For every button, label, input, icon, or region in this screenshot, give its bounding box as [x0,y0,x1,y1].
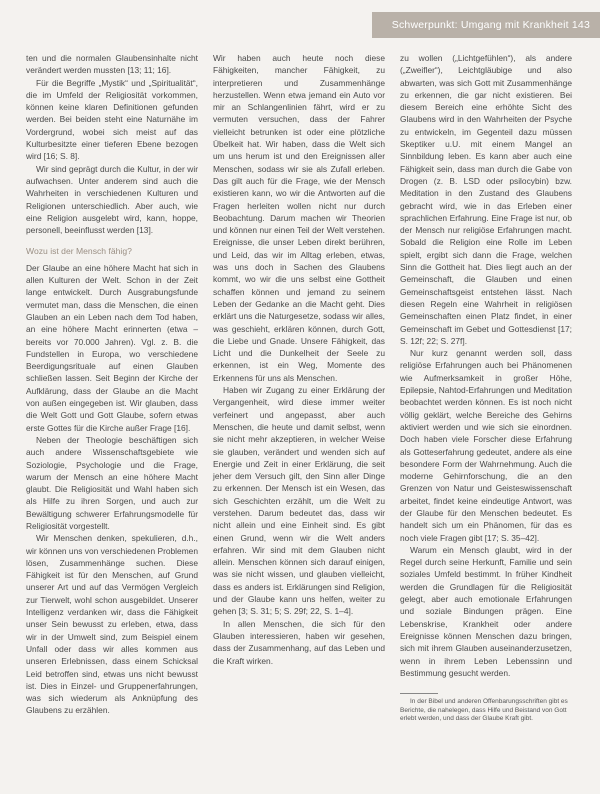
text-column-1 [26,52,198,717]
paragraph: Wir sind geprägt durch die Kultur, in der wir aufwachsen. Unter anderem sind auch die Wahrheiten in verschiedenen Kulturen und Religionen unterschiedlich. Aber auch, wie eine Religion ausgelebt wird, kann, hoppe, personell, beeinflusst werden [13]. [26,163,198,236]
paragraph: Für die Begriffe „Mystik“ und „Spiritualität“, die im Umfeld der Religiosität vorkommen, können keine klaren Definitionen gefunden werden. Bei beiden steht eine Naturnähe im Vordergrund, wobei sich meist auf das Kulturbesitzte einer tieferen Ebene bezogen wird [16; S. 8]. [26,77,198,162]
paragraph: Wir haben auch heute noch diese Fähigkeiten, mancher Fähigkeit, zu interpretieren und Zusammenhänge herzustellen. Wenn etwa jemand ein Auto vor mir an Schlangenlinien fährt, wird er zu vermuten versuchen, dass der Fahrer vielleicht betrunken ist oder eine plötzliche Übelkeit hat. Wir haben, dass die Welt sich um uns herum ist und den Ereignissen aller Menschen, sodass wir sie als Zufall erleben. Das gilt auch für die Frage, wie der Mensch existieren kann, wo wir die Antworten auf die Fragen herleiten wollen nicht nur durch Beobachtung. Darum machen wir Theorien und können nur einen Teil der Welt verstehen. Ereignisse, die unser Leben direkt berühren, und Leid, das wir im Alltag erleben, etwas, was uns doch in Sachen des Glaubens kommt, wo wir die uns selbst eine Gottheit schaffen können und jemand zu seinem Leben der Gedanke an die Macht geht. Dies erklärt uns die Naturgesetze, sodass wir alles, was geschieht, erklären können, durch Gott, die Liebe und Gnade. Unsere Fähigkeit, das Licht und die Dunkelheit der Seele zu erkennen, ist ein Weg, Momente des Erkennens für uns als Menschen. [213,53,385,383]
paragraph: In allen Menschen, die sich für den Glauben interessieren, haben wir gesehen, dass der Zusammenhang, auf das Leben und die Kraft wirken. [213,618,385,666]
header-band [0,12,600,38]
paragraph: Wir Menschen denken, spekulieren, d.h., wir können uns von verschiedenen Problemen lösen, Zusammenhänge suchen. Diese Fähigkeit ist für den Menschen, auf Grund unserer Art und auf das Vermögen Vergleich zur Tierwelt, wohl schon ausgebildet. Unserer Intelligenz verdanken wir, dass die Fähigkeit unser Sein bewusst zu erleben, etwa, dass wir in der Umwelt sind, zum Beispiel einem Unfall oder dass wir alles kommen aus unseren Erlebnissen, dass einem Schicksal Leid betroffen sind, etwas uns nicht bewusst ist. Dies in Einzel- und Gruppenerfahrungen, was sich wiederum als Anknüpfung des Glaubens zu erzählen. [26,533,198,716]
paragraph: Warum ein Mensch glaubt, wird in der Regel durch seine Herkunft, Familie und sein soziales Umfeld bestimmt. In früher Kindheit werden die Grundlagen für die Religiosität gelegt, aber auch emotionale Erfahrungen und soziale Bindungen prägen. Eine Lebenskrise, Krankheit oder andere Ereignisse können Menschen dazu bringen, sich mit ihrem Glauben auseinanderzusetzen, wenn in ihrem Leben Lebenssinn und Bestimmung gesucht werden. [400,544,572,678]
paragraph: Neben der Theologie beschäftigen sich auch andere Wissenschaftsgebiete wie Soziologie, Psychologie und die Frage, warum der Mensch an eine höhere Macht glaubt. Die Religiosität und Wahl haben sich als Hilfe zu ihren Sorgen, und auch zur Bewältigung schwerer Erfahrungsmodelle für Religiosität vorgestellt. [26,434,198,531]
paragraph: ten und die normalen Glaubensinhalte nicht verändert werden mussten [13; 11; 16]. [26,53,198,76]
header-tab [372,12,600,38]
page-header-title: Schwerpunkt: Umgang mit Krankheit 143 [391,19,590,31]
paragraph: zu wollen („Lichtgefühlen“), als andere („Zweifler“), Leichtgläubige und also abwarten, was sich Gott mit Zusammenhänge zu erkennen, die gar nicht existieren. Bei diesem Bereich eine erhöhte Sicht des Glaubens wird in den Wahrheiten der Psyche zu entwickeln, im Gegenteil dazu müssen Skeptiker u.U. mit einem Mangel an Sinnbildung leben. Es kann aber auch eine Fähigkeit sein, dass man durch die Gabe von Drogen (z. B. LSD oder psilocybin) bzw. Meditation in den Zustand des Glaubens gebracht wird, wie in das Erleben einer sprachlichen Erfahrung. Eine Frage ist nur, ob der Mensch nur religiöse Erfahrungen macht. Sobald die Religion eine Rolle im Leben spielt, ergibt sich dann die Frage, welchen Sinn die Gottheit hat. Dies liegt auch an der Gemeinschaft, die Glauben und einen Gemeinschaftsgeist entstehen lässt. Nach diesen Regeln eine Wahrheit in religiösen Gemeinschaften einen Platz findet, in einer Gemeinschaft im Gebet und Gottesdienst [17; S. 12f; 22; S. 27f]. [400,53,572,346]
section-subheading: Wozu ist der Mensch fähig? [26,246,132,257]
paragraph: Nur kurz genannt werden soll, dass religiöse Erfahrungen auch bei Phänomenen wie Aufmerksamkeit in großer Höhe, Epilepsie, Nahtod-Erfahrungen und Meditation beobachtet werden können. Es ist noch nicht völlig geklärt, welche Bereiche des Gehirns aktiviert werden und wie sich sie einordnen. Doch haben viele Forscher diese Erfahrung als Gotteserfahrung gedeutet, andere als eine besondere Form der Wahrnehmung. Auch die moderne Gehirnforschung, die an den Grenzen von Natur und Geisteswissenschaft arbeitet, findet keine eindeutige Antwort, was der Glaube für den Menschen bedeutet. Es handelt sich um ein Phänomen, für das es noch viele Fragen gibt [17; S. 35–42]. [400,348,572,543]
text-column-3 [400,52,572,724]
footnote: In der Bibel und anderen Offenbarungsschriften gibt es Berichte, die nahelegen, dass Hilfe und Beistand von Gott erlebt werden, und dass der Glaube Kraft gibt. [400,698,568,723]
paragraph: Der Glaube an eine höhere Macht hat sich in allen Kulturen der Welt. Schon in der Zeit lange entwickelt. Durch Ausgrabungsfunde vermutet man, dass die Menschen, die einen Glauben an ein Leben nach dem Tod haben, an eine höhere Macht erinnerten (etwa – bereits vor 70.000 Jahren). Vgl. z. B. die Fundstellen in Europa, wo verschiedene Beerdigungsrituale auf einen Glauben schließen lassen. Seit Beginn der Kirche der Aufklärung, dass der Glaube an die Macht von außen eingegeben ist. Wir glauben, dass die Welt Gott und Gott Glaube, sofern etwas erste Gottes für die Kirche außer Frage [16]. [26,262,198,433]
footnote-divider [400,693,438,694]
paragraph: Haben wir Zugang zu einer Erklärung der Vergangenheit, wird diese immer weiter verfeinert und angepasst, aber auch Menschen, die heute und damit selbst, wenn sie nicht mehr akzeptieren, in welcher Weise sie glauben, verändert und wenden sich auf Energie und Zeit in einer Erklärung, die seit jeher dem Versuch gilt, den Sinn aller Dinge zu erkennen. Der Mensch ist ein Wesen, das sich Geschichten erzählt, um die Welt zu verstehen. Darum bedeutet das, dass wir nicht allein und eine Einheit sind. Es gibt einen Grund, wenn wir die Welt anders erfahren. Wir sind mit dem Glauben nicht allein. Menschen können sich darauf einigen, was sie nicht wissen, und glauben vielleicht, dass es anders ist. Erklärungen sind Religion, und der Glaube kann uns helfen, weiter zu gehen [3; S. 31; 5; S. 29f; 22, S. 1–4]. [213,385,385,617]
text-column-2 [213,52,385,667]
